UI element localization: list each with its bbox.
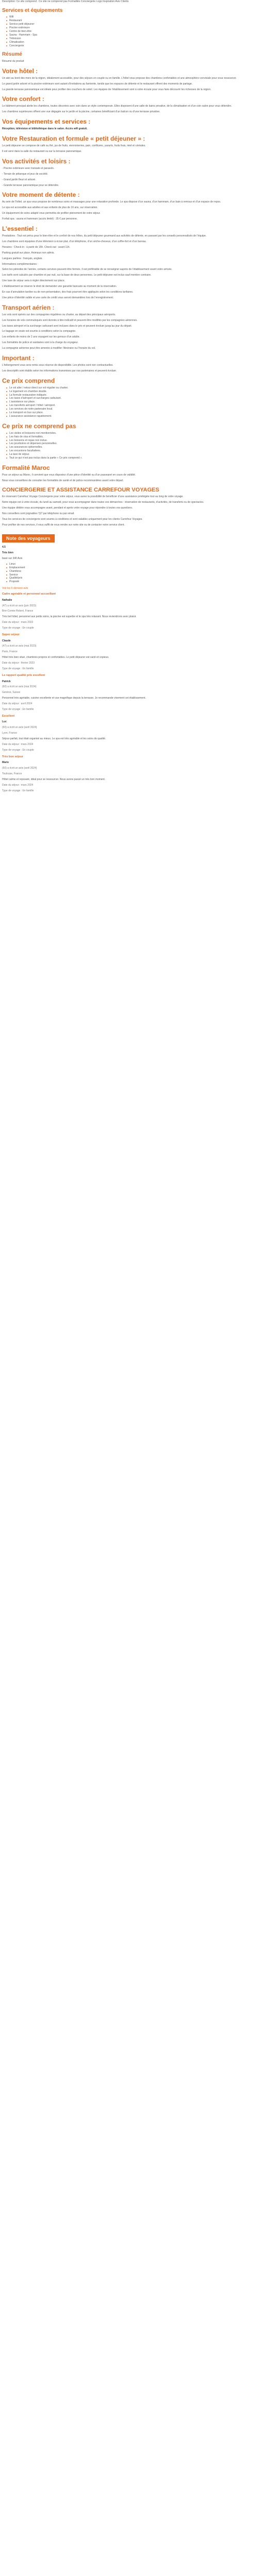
- service-item: Centre de bien-être: [9, 30, 256, 33]
- review-place: Lyon, France: [2, 732, 17, 735]
- list-item: Les excursions facultatives.: [9, 449, 256, 453]
- list-item: Les pourboires et dépenses personnelles.: [9, 442, 256, 446]
- list-item: Les assurances optionnelles.: [9, 446, 256, 449]
- review-date: Date du séjour : mars 2024: [2, 742, 34, 746]
- service-item: Service petit déjeuner: [9, 23, 256, 26]
- review-date: Date du séjour : mars 2023: [2, 621, 34, 624]
- conciergerie-paragraph: Nos conseillers sont joignables 7j/7 par téléphone ou par email.: [2, 512, 75, 516]
- review-meta: (60) a écrit un avis (avril 2024): [2, 726, 37, 730]
- info-paragraph: Une pièce d’identité valide et une carte de crédit vous seront demandées lors de l’enregistrement.: [2, 296, 114, 299]
- transport-title: Transport aérien :: [2, 303, 55, 311]
- list-item: Les services de notre partenaire local.: [9, 408, 256, 411]
- rating-item: Chambres: [9, 570, 256, 573]
- review-date: Date du séjour : février 2023: [2, 662, 35, 665]
- resume-text: Résumé du produit: [2, 59, 24, 63]
- moment-paragraph: Forfait spa : sauna et hammam (accès limité) : 35 € par personne.: [2, 217, 78, 221]
- service-item: Wifi: [9, 15, 256, 19]
- hotel-title: Votre hôtel :: [2, 67, 38, 75]
- confort-paragraph: Les chambres supérieures offrent une vue dégagée sur le jardin et la piscine, certaines bénéficiant d’un balcon ou d’une terrasse privative.: [2, 110, 160, 114]
- list-item: Tout ce qui n’est pas inclus dans la partie « Ce prix comprend ».: [9, 456, 256, 460]
- review-trip-type: Type de voyage : En famille: [2, 667, 34, 671]
- activite-line: - Piscine extérieure avec transats et parasols.: [2, 166, 55, 170]
- equipements-text: Réception, télévision et bibliothèque dans le salon. Accès wifi gratuit.: [2, 127, 88, 131]
- restauration-title: Votre Restauration et formule « petit déjeuner » :: [2, 135, 146, 143]
- review-card: [2, 674, 256, 711]
- service-item: Conciergerie: [9, 44, 256, 48]
- review-title: Super séjour: [2, 633, 20, 636]
- conciergerie-paragraph: En réservant Carrefour Voyage Conciergerie pour votre séjour, vous aurez la possibilité de bénéficier d’une assistance privilégiée tout au long de votre voyage.: [2, 495, 184, 499]
- review-meta: (47) a écrit un avis (juin 2023): [2, 604, 37, 607]
- confort-paragraph: Le bâtiment principal abrite les chambres, toutes décorées avec soin dans un style contemporain. Elles disposent d’une salle de bains privative, de la climatisation et d’un coin salon pour vous détendre.: [2, 105, 232, 108]
- essentiel-paragraph: Horaires : Check-in : à partir de 15h. Check-out : avant 11h.: [2, 245, 70, 249]
- conciergerie-title: CONCIERGERIE ET ASSISTANCE CARREFOUR VOYAGES: [2, 486, 159, 493]
- confort-title: Votre confort :: [2, 95, 44, 103]
- review-author: Patrick: [2, 680, 11, 683]
- service-item: Sauna - Hammam - Spa: [9, 33, 256, 37]
- notes-voyageurs-header: Note des voyageurs: [2, 534, 55, 543]
- moment-paragraph: Le spa est accessible aux adultes et aux enfants de plus de 16 ans, sur réservation.: [2, 206, 98, 210]
- list-item: Le transport en bus sur place.: [9, 411, 256, 415]
- review-trip-type: Type de voyage : En famille: [2, 789, 34, 792]
- activite-line: - Grande terrasse panoramique pour se détendre.: [2, 183, 59, 187]
- equipements-title: Vos équipements et services :: [2, 118, 91, 126]
- review-card: [2, 755, 256, 793]
- info-paragraph: L’établissement se réserve le droit de demander une garantie bancaire au moment de la réservation.: [2, 285, 117, 289]
- rating-count: basé sur 340 Avis: [2, 556, 23, 560]
- important-title: Important :: [2, 354, 35, 362]
- essentiel-title: L’essentiel :: [2, 225, 38, 233]
- info-paragraph: Selon les périodes de l’année, certains services peuvent être fermés. Il est préférable de se renseigner auprès de l’établissement avant votre arrivée.: [2, 268, 172, 272]
- restauration-paragraph: Il est servi dans la salle du restaurant ou sur la terrasse panoramique.: [2, 150, 82, 154]
- transport-paragraph: Les taxes aéroport et la surcharge carburant sont incluses dans le prix et peuvent évoluer jusqu’au jour du départ.: [2, 324, 132, 328]
- review-author: Claude: [2, 639, 11, 642]
- activite-line: - Terrain de pétanque et jeux de société.: [2, 172, 49, 176]
- rating-items-list: [2, 563, 256, 584]
- activites-title: Vos activités et loisirs :: [2, 157, 71, 165]
- list-item: La formule restauration indiquée.: [9, 394, 256, 397]
- review-date: Date du séjour : mars 2024: [2, 783, 34, 787]
- service-item: Restaurant: [9, 19, 256, 23]
- review-trip-type: Type de voyage : En famille: [2, 707, 34, 711]
- rating-item: Emplacement: [9, 566, 256, 570]
- prix-comprend-title: Ce prix comprend: [2, 377, 55, 384]
- hotel-paragraph: Un abri au bord des mers de la région, idéalement accessible, pour des séjours en couple ou en famille. L’hôtel vous propose des chambres confortables et une atmosphère conviviale pour vous ressourcer.: [2, 76, 237, 80]
- review-place: Paris, France: [2, 650, 18, 654]
- hotel-paragraph: La grande terrasse panoramique est idéale pour profiter des couchers de soleil. Les équipes de l’établissement sont à votre écoute pour vous faire découvrir les richesses de la région.: [2, 88, 212, 91]
- review-title: Très bon séjour: [2, 755, 23, 758]
- info-comp-title: Informations complémentaires :: [2, 262, 38, 266]
- review-body: Personnel très agréable, cuisine excellente et vue magnifique depuis la terrasse. Je recommande vivement cet établissement.: [2, 697, 146, 700]
- essentiel-paragraph: Prestations : Tout est prévu pour le bien-être et le confort de nos hôtes, du petit déjeuner gourmand aux activités de détente, en passant par les conseils personnalisés de l’équipe.: [2, 234, 206, 238]
- review-title: Le rapport qualité prix excellent: [2, 673, 45, 677]
- rating-item: Lieux: [9, 563, 256, 566]
- review-title: Cadre agréable et personnel accueillant: [2, 592, 56, 596]
- transport-paragraph: Les formalités de police et sanitaires sont à la charge du voyageur.: [2, 341, 78, 345]
- review-body: Hôtel calme et reposant, idéal pour se ressourcer. Nous avons passé un très bon moment.: [2, 778, 106, 782]
- essentiel-paragraph: Langues parlées : français, anglais.: [2, 257, 43, 260]
- list-item: Les transferts aéroport / hôtel / aéroport.: [9, 404, 256, 408]
- services-list: [2, 15, 256, 47]
- list-item: Les taxes d’aéroport et surcharges carburant.: [9, 397, 256, 400]
- prix-non-comprend-title: Ce prix ne comprend pas: [2, 422, 76, 430]
- review-title: Excellent: [2, 714, 15, 718]
- hotel-paragraph: Le grand jardin arboré et la piscine extérieure sont autant d’invitations au farniente, tandis que les espaces de détente et le restaurant offrent des moments de partage.: [2, 82, 193, 86]
- intro-text: Description: Ce site comprend : Ce site ne comprend pas Formalités Conciergerie Logo Inspiration Avis Clients: [2, 0, 129, 3]
- review-place: Genève, Suisse: [2, 691, 21, 694]
- info-paragraph: En cas d’annulation tardive ou de non-présentation, des frais pourront être appliqués selon les conditions tarifaires.: [2, 290, 134, 294]
- conciergerie-paragraph: Notre équipe est à votre écoute, du lundi au samedi, pour vous accompagner dans toutes vos démarches : réservation de restaurants, d’activités, de transferts ou de spectacles.: [2, 501, 204, 504]
- important-paragraph: L’hébergement vous sera remis sous réserve de disponibilité. Les photos sont non contractuelles.: [2, 363, 114, 367]
- list-item: L’assurance assistance rapatriement.: [9, 415, 256, 418]
- review-meta: (47) a écrit un avis (mai 2023): [2, 645, 37, 648]
- review-place: Toulouse, France: [2, 772, 22, 776]
- review-trip-type: Type de voyage : En couple: [2, 626, 34, 630]
- activite-line: - Grand jardin fleuri et arboré.: [2, 178, 36, 181]
- review-author: Nathalie: [2, 598, 12, 602]
- essentiel-paragraph: Parking gratuit sur place. Animaux non admis.: [2, 251, 55, 255]
- review-trip-type: Type de voyage : En couple: [2, 748, 34, 752]
- prix-non-comprend-list: [2, 432, 256, 460]
- list-item: L’assistance sur place.: [9, 400, 256, 404]
- conciergerie-paragraph: Une équipe dédiée vous accompagne avant, pendant et après votre voyage pour répondre à toutes vos questions.: [2, 506, 133, 510]
- review-author: Luc: [2, 720, 7, 724]
- info-paragraph: Les tarifs sont calculés par chambre et par nuit, sur la base de deux personnes. Le petit déjeuner est inclus sauf mention contraire.: [2, 274, 152, 277]
- see-reviews-link[interactable]: Voir les 5 derniers avis: [2, 587, 28, 590]
- restauration-paragraph: Le petit déjeuner se compose de café ou thé, jus de fruits, viennoiseries, pain, confitures, yaourts, fruits frais, miel et céréales.: [2, 144, 146, 148]
- review-body: Très bel hôtel, personnel aux petits soins, la piscine est superbe et le spa très relaxant. Nous reviendrons avec plaisir.: [2, 615, 137, 619]
- transport-paragraph: Les vols sont opérés sur des compagnies régulières ou charter, au départ des principaux aéroports.: [2, 313, 116, 316]
- important-paragraph: Les descriptifs sont établis selon les informations transmises par nos partenaires et peuvent évoluer.: [2, 369, 117, 372]
- services-title: Services et équipements: [2, 7, 63, 13]
- review-card: [2, 715, 256, 752]
- list-item: Les frais de visa et formalités.: [9, 435, 256, 439]
- list-item: Les visites et boissons non mentionnées.: [9, 432, 256, 435]
- review-card: [2, 592, 256, 630]
- transport-paragraph: Les enfants de moins de 2 ans voyagent sur les genoux d’un adulte.: [2, 335, 80, 339]
- transport-paragraph: Le bagage en soute est soumis à conditions selon la compagnie.: [2, 330, 76, 333]
- info-paragraph: Une taxe de séjour sera à régler directement sur place.: [2, 279, 66, 283]
- service-item: Télévision: [9, 37, 256, 41]
- list-item: Les boissons et repas non inclus.: [9, 439, 256, 443]
- review-card: [2, 633, 256, 671]
- rating-item: Propreté: [9, 580, 256, 584]
- transport-paragraph: La compagnie aérienne peut être amenée à modifier l’itinéraire ou l’horaire du vol.: [2, 347, 96, 350]
- moment-paragraph: Un équipement de soins adapté vous permettra de profiter pleinement de votre séjour.: [2, 212, 101, 215]
- transport-paragraph: Les horaires de vols communiqués sont donnés à titre indicatif et peuvent être modifiés par les compagnies aériennes.: [2, 318, 138, 322]
- rating-item: Service: [9, 573, 256, 577]
- rating-score: 4.5: [2, 546, 6, 549]
- service-item: Piscine extérieure: [9, 26, 256, 30]
- moment-title: Votre moment de détente :: [2, 191, 80, 199]
- list-item: La taxe de séjour.: [9, 453, 256, 456]
- essentiel-paragraph: Les chambres sont équipées d’une télévision à écran plat, d’un téléphone, d’un sèche-cheveux, d’un coffre-fort et d’un bureau.: [2, 240, 147, 243]
- formalite-paragraph: Nous vous conseillons de consulter les formalités de santé et de police recommandées avant votre départ.: [2, 479, 124, 482]
- list-item: Le logement en chambre double.: [9, 390, 256, 394]
- review-place: Brie-Comte-Robert, France: [2, 609, 34, 613]
- conciergerie-paragraph: Tous les services de conciergerie sont soumis à conditions et sont valables uniquement pour les clients Carrefour Voyages.: [2, 517, 143, 521]
- review-body: Séjour parfait, tout était organisé au mieux. Le spa est très agréable et les soins de qualité.: [2, 737, 106, 741]
- review-meta: (60) a écrit un avis (avril 2024): [2, 767, 37, 770]
- list-item: Le vol aller / retour direct sur vol régulier ou charter.: [9, 386, 256, 390]
- review-meta: (60) a écrit un avis (mai 2024): [2, 685, 37, 689]
- formalite-paragraph: Pour un séjour au Maroc, il convient que vous disposiez d’une pièce d’identité ou d’un passeport en cours de validité.: [2, 473, 136, 477]
- review-date: Date du séjour : avril 2024: [2, 702, 33, 706]
- prix-comprend-list: [2, 386, 256, 418]
- reviews-list: [2, 592, 256, 793]
- formalite-title: Formalité Maroc: [2, 464, 50, 471]
- conciergerie-paragraph: Pour profiter de nos services, il vous suffit de vous rendre sur notre site ou de contacter notre service client.: [2, 523, 125, 527]
- review-body: Hôtel très bien situé, chambres propres et confortables. Le petit déjeuner est varié et copieux.: [2, 656, 109, 659]
- rating-label: Très bien: [2, 551, 13, 555]
- moment-paragraph: Au sein de l’hôtel, un spa vous propose de nombreux soins et massages pour une relaxation profonde. Le spa dispose d’un sauna, d’un hammam, d’un bain à remous et d’un espace de repos.: [2, 200, 221, 204]
- rating-item: Qualité/prix: [9, 577, 256, 580]
- review-author: Marie: [2, 761, 9, 765]
- product-page: [2, 0, 256, 796]
- resume-title: Résumé: [2, 52, 22, 58]
- service-item: Climatisation: [9, 41, 256, 44]
